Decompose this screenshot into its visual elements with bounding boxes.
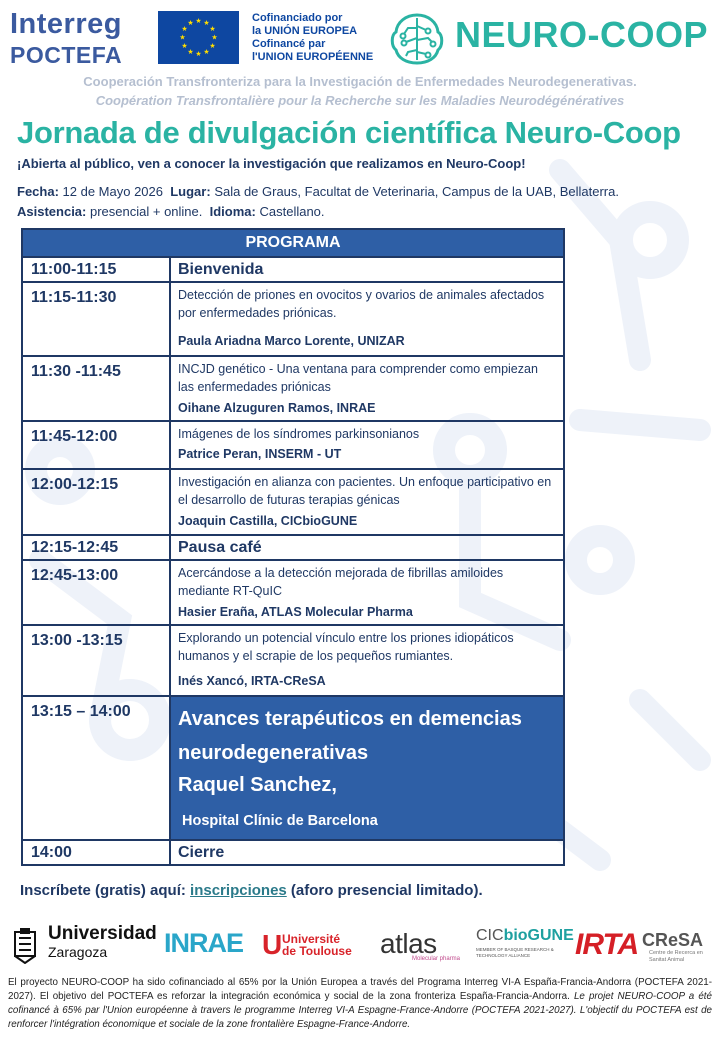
table-row-keynote	[22, 696, 564, 840]
idioma-label: Idioma:	[209, 204, 256, 219]
irta-logo: IRTA	[575, 928, 639, 961]
asistencia-label: Asistencia:	[17, 204, 87, 219]
table-row	[22, 356, 564, 421]
svg-text:★: ★	[203, 48, 210, 56]
time-cell: 12:45-13:00	[22, 560, 170, 625]
time-cell: 14:00	[22, 840, 170, 865]
svg-text:★: ★	[209, 42, 216, 50]
keynote-institution: Hospital Clínic de Barcelona	[182, 813, 378, 829]
time-cell: 11:45-12:00	[22, 421, 170, 469]
table-row	[22, 421, 564, 469]
asistencia-value: presencial + online.	[90, 204, 203, 219]
signup-link[interactable]: inscripciones	[190, 882, 287, 899]
eu-fr-line1: Cofinancé par	[252, 38, 326, 50]
talk-title: Acercándose a la detección mejorada de fibrillas amiloides mediante RT-QuIC	[178, 566, 504, 598]
session-cell	[170, 421, 564, 469]
interreg-logo-text: Interreg	[10, 8, 122, 40]
table-row	[22, 257, 564, 282]
time-cell: 11:00-11:15	[22, 257, 170, 282]
event-info-line1	[17, 184, 619, 199]
eu-flag-icon	[158, 11, 239, 64]
svg-text:★: ★	[209, 25, 216, 33]
ut-line2: de Toulouse	[282, 944, 352, 958]
session-cell	[170, 282, 564, 356]
table-row	[22, 560, 564, 625]
eu-cofinancing-text	[252, 12, 373, 64]
subtitle-es: Cooperación Transfronteriza para la Investigación de Enfermedades Neurodegenerativas.	[83, 74, 637, 89]
eu-es-line1: Cofinanciado por	[252, 12, 343, 24]
page-title: Jornada de divulgación científica Neuro-Coop	[17, 115, 681, 150]
funding-footer	[8, 976, 712, 1032]
biogune-part: bioGUNE	[503, 927, 574, 944]
signup-suffix: (aforo presencial limitado).	[286, 882, 483, 899]
ut-logo-mark: U	[262, 929, 283, 960]
speaker-name: Hasier Eraña, ATLAS Molecular Pharma	[178, 605, 413, 619]
time-cell: 12:15-12:45	[22, 535, 170, 560]
svg-text:★: ★	[211, 33, 218, 42]
brain-circuit-icon	[388, 10, 446, 68]
time-cell: 11:30 -11:45	[22, 356, 170, 421]
speaker-name: Oihane Alzuguren Ramos, INRAE	[178, 401, 376, 415]
time-cell: 12:00-12:15	[22, 469, 170, 535]
uz-logo-line2: Zaragoza	[48, 944, 108, 960]
svg-text:★: ★	[187, 19, 194, 27]
session-cell	[170, 535, 564, 560]
session-title: Bienvenida	[178, 261, 264, 278]
university-crest-icon	[12, 928, 38, 964]
subtitle-fr: Coopération Transfrontalière pour la Recherche sur les Maladies Neurodégénératives	[95, 93, 625, 108]
talk-title: Investigación en alianza con pacientes. Un enfoque participativo en el desarrollo de futuras terapias génicas	[178, 475, 552, 507]
svg-text:★: ★	[203, 19, 210, 27]
keynote-cell	[170, 696, 564, 840]
svg-text:★: ★	[195, 17, 202, 25]
footer-fr: Le projet NEURO-COOP a été cofinancé à 65% par l'Union européenne à travers le programme Interreg VI-A Espagne-France-Andorre (POCTEFA 2021-2027). L'objectif du POCTEFA est de renforcer l'intégration économique et sociale de la zone frontalière Espagne-France-Andorre.	[8, 991, 712, 1030]
tagline: ¡Abierta al público, ven a conocer la investigación que realizamos en Neuro-Coop!	[17, 156, 526, 171]
table-row	[22, 625, 564, 696]
svg-text:★: ★	[181, 42, 188, 50]
ut-logo-text	[282, 933, 352, 977]
speaker-name: Joaquin Castilla, CICbioGUNE	[178, 514, 358, 528]
poctefa-logo-text: POCTEFA	[10, 42, 123, 68]
time-cell: 11:15-11:30	[22, 282, 170, 356]
program-table	[21, 228, 565, 866]
fecha-label: Fecha:	[17, 184, 59, 199]
cresa-logo: CReSA	[642, 930, 704, 950]
session-cell	[170, 625, 564, 696]
session-title: Cierre	[178, 844, 225, 861]
ut-line1: Université	[282, 932, 341, 946]
time-cell: 13:15 – 14:00	[22, 696, 170, 840]
partner-logos	[12, 924, 712, 968]
talk-title: INCJD genético - Una ventana para comprender como empiezan las enfermedades priónicas	[178, 362, 538, 394]
svg-text:★: ★	[181, 25, 188, 33]
table-row	[22, 535, 564, 560]
session-cell	[170, 469, 564, 535]
lugar-label: Lugar:	[170, 184, 211, 199]
session-cell	[170, 560, 564, 625]
table-row	[22, 840, 564, 865]
event-info-line2	[17, 204, 325, 219]
speaker-name: Patrice Peran, INSERM - UT	[178, 447, 342, 461]
session-cell	[170, 257, 564, 282]
time-cell: 13:00 -13:15	[22, 625, 170, 696]
session-title: Pausa café	[178, 539, 262, 556]
signup-line	[20, 882, 483, 899]
footer-es: El proyecto NEURO-COOP ha sido cofinanciado al 65% por la Unión Europea a través del Programa Interreg VI-A España-Francia-Andorra (POCTEFA 2021-2027). El objetivo del POCTEFA es reforzar la integración económica y social de la zona fronteriza España-Francia-Andorra.	[8, 977, 712, 1002]
svg-text:★: ★	[195, 50, 202, 58]
keynote-title: Avances terapéuticos en demencias neurodegenerativas	[178, 708, 522, 764]
talk-title: Detección de priones en ovocitos y ovarios de animales afectados por enfermedades priónicas.	[178, 288, 545, 320]
inrae-logo: INRAE	[164, 928, 244, 958]
talk-title: Explorando un potencial vínculo entre los priones idiopáticos humanos y el scrapie de los pequeños rumiantes.	[178, 631, 514, 663]
table-row	[22, 469, 564, 535]
session-cell	[170, 840, 564, 865]
atlas-logo: atlas	[380, 928, 437, 959]
lugar-value: Sala de Graus, Facultat de Veterinaria, Campus de la UAB, Bellaterra.	[214, 184, 619, 199]
eu-es-line2: la UNIÓN EUROPEA	[252, 25, 358, 37]
idioma-value: Castellano.	[259, 204, 325, 219]
speaker-name: Inés Xancó, IRTA-CReSA	[178, 674, 326, 688]
uz-logo-line1: Universidad	[48, 923, 157, 944]
cresa-logo-sub: Centre de Recerca en Sanitat Animal	[649, 950, 703, 963]
svg-text:★: ★	[179, 33, 186, 42]
atlas-logo-sub: Molecular pharma	[412, 956, 461, 962]
cicbiogune-logo-sub: MEMBER OF BASQUE RESEARCH & TECHNOLOGY ALLIANCE	[476, 947, 554, 958]
keynote-speaker: Raquel Sanchez,	[178, 774, 337, 796]
project-title-logo: NEURO-COOP	[455, 14, 709, 55]
table-row	[22, 282, 564, 356]
fecha-value: 12 de Mayo 2026	[62, 184, 163, 199]
session-cell	[170, 356, 564, 421]
cic-part: CIC	[476, 927, 504, 944]
signup-prefix: Inscríbete (gratis) aquí:	[20, 882, 191, 899]
program-header: PROGRAMA	[22, 229, 564, 257]
talk-title: Imágenes de los síndromes parkinsonianos	[178, 427, 420, 441]
speaker-name: Paula Ariadna Marco Lorente, UNIZAR	[178, 334, 405, 348]
svg-text:★: ★	[187, 48, 194, 56]
eu-fr-line2: l'UNION EUROPÉENNE	[252, 51, 374, 63]
